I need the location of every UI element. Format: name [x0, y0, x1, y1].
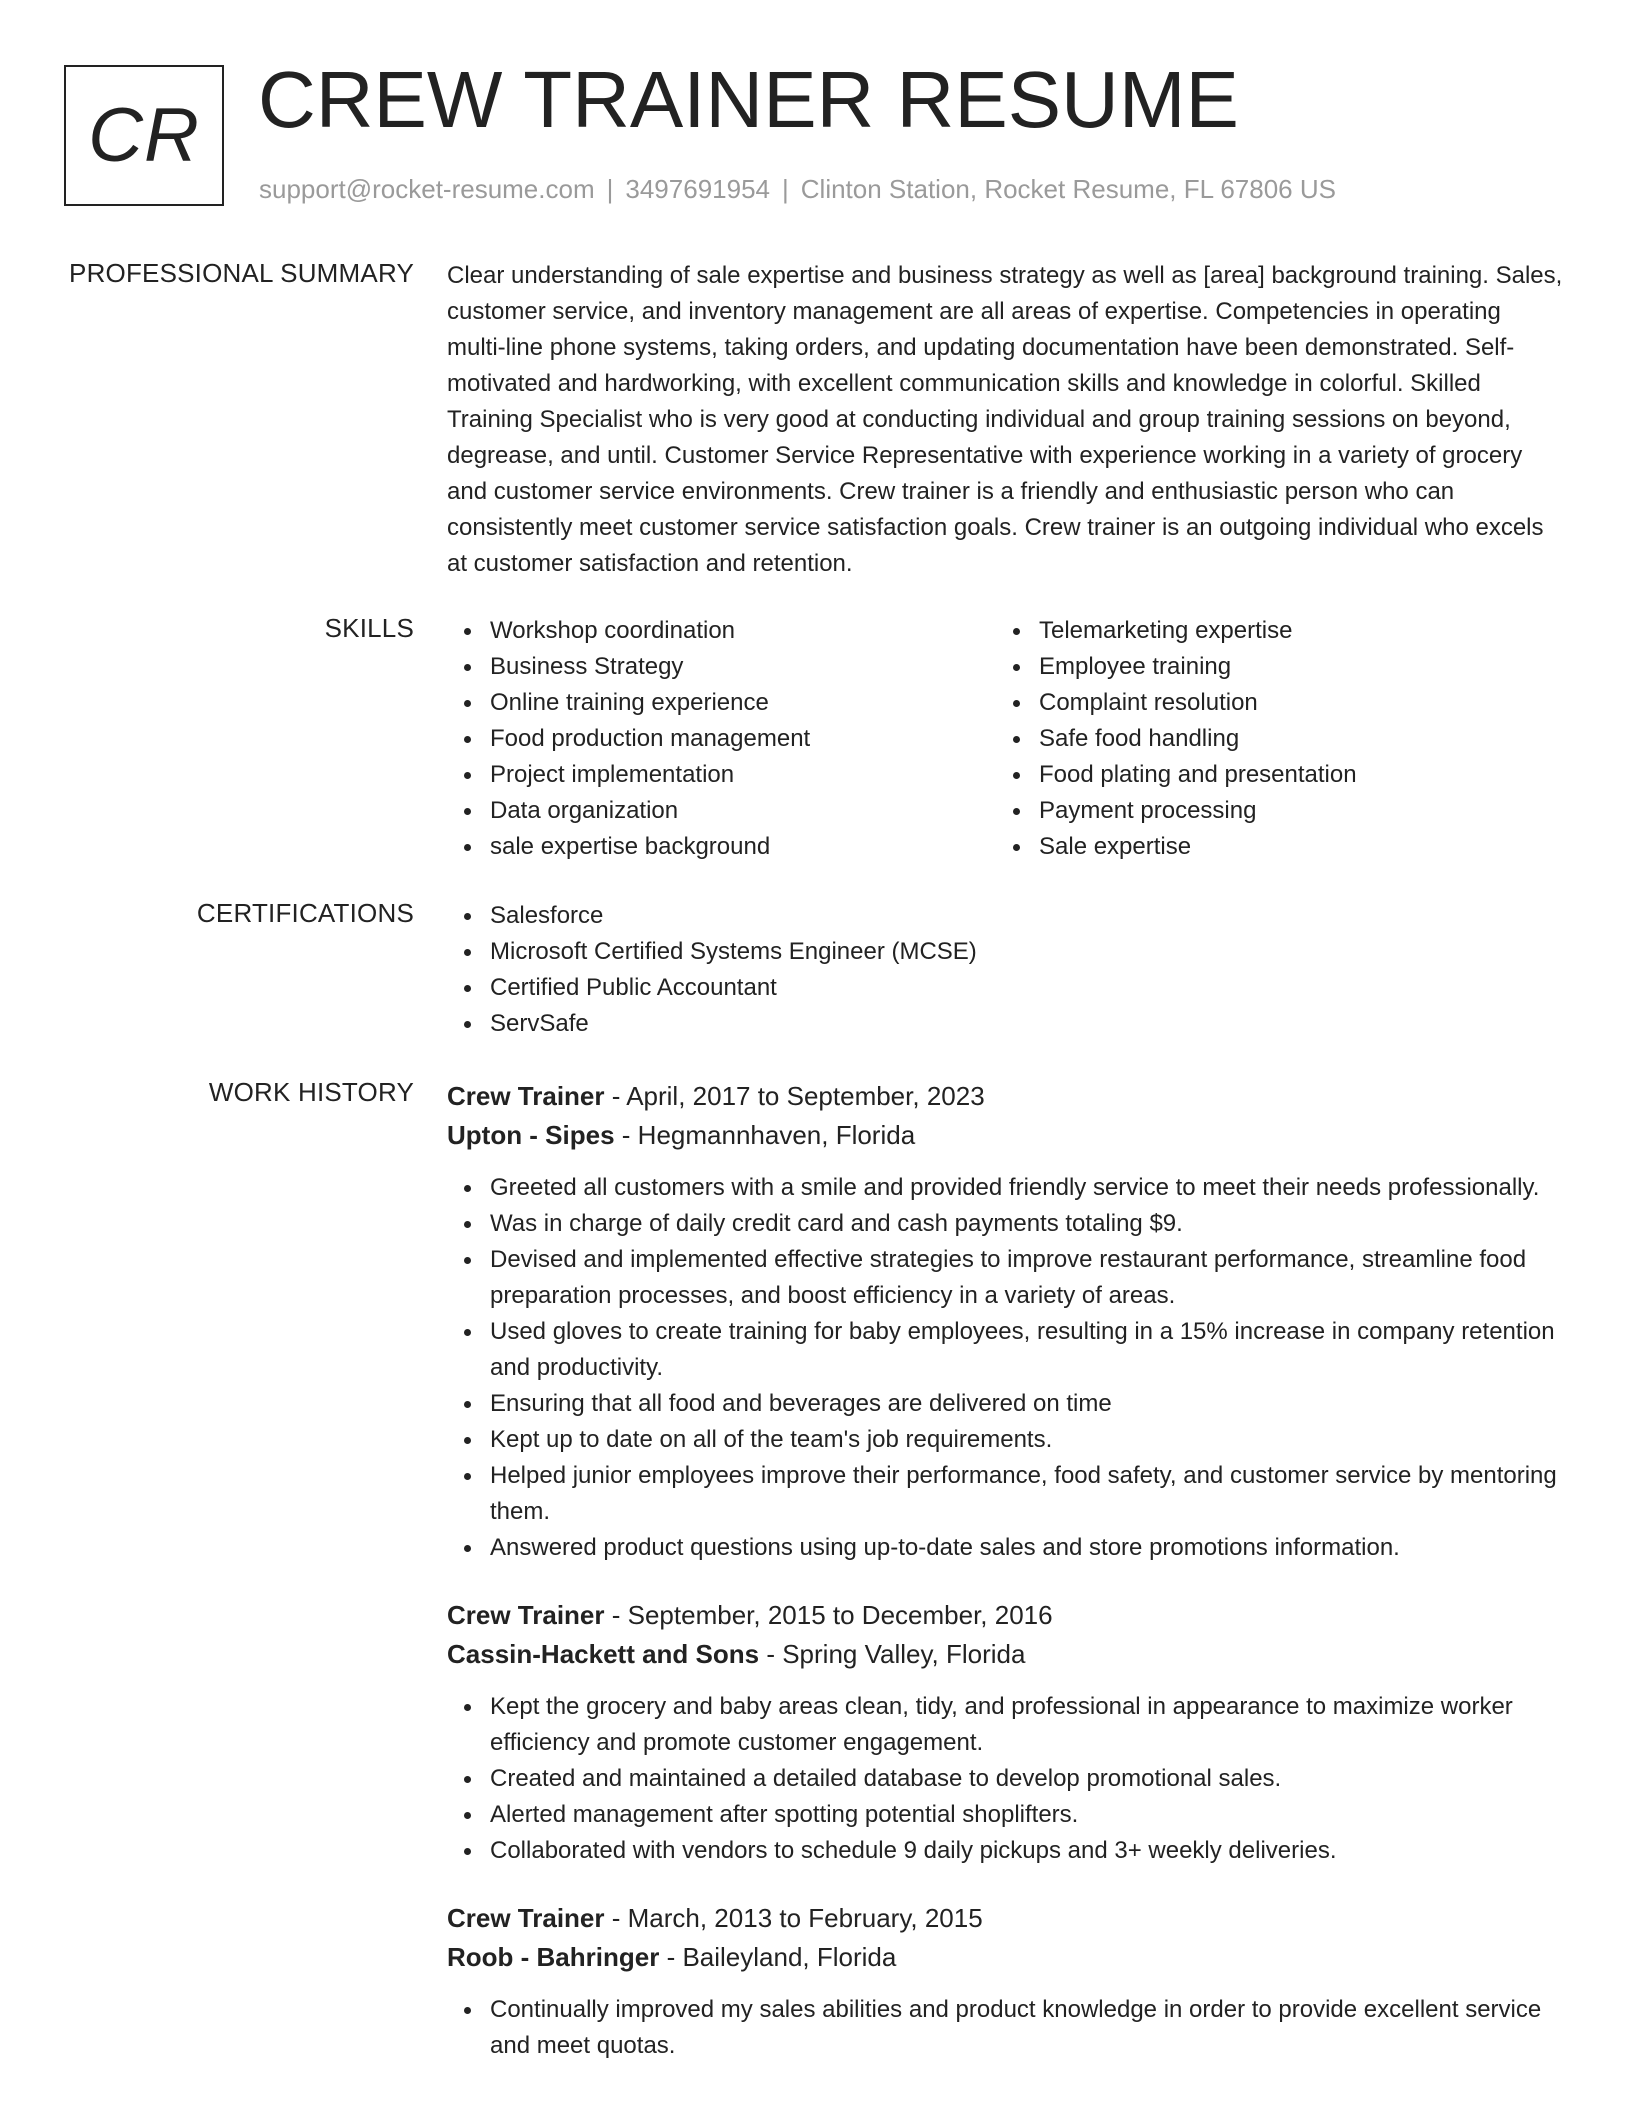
skill-item: Food production management	[447, 721, 996, 757]
skill-item: Telemarketing expertise	[996, 613, 1545, 649]
contact-separator: |	[782, 174, 789, 204]
job-location: Hegmannhaven, Florida	[637, 1120, 916, 1150]
job-bullet: Greeted all customers with a smile and provided friendly service to meet their needs professionally.	[447, 1170, 1565, 1206]
monogram-box	[64, 65, 224, 206]
job-title: Crew Trainer	[447, 1600, 605, 1630]
skill-item: Workshop coordination	[447, 613, 996, 649]
job-dates: March, 2013 to February, 2015	[627, 1903, 983, 1933]
job-bullets	[447, 1992, 1565, 2064]
skill-item: Business Strategy	[447, 649, 996, 685]
job-bullets	[447, 1170, 1565, 1566]
skill-item: Food plating and presentation	[996, 757, 1545, 793]
job-title-line	[447, 1899, 1565, 1938]
certification-item: ServSafe	[447, 1006, 1565, 1042]
certification-item: Certified Public Accountant	[447, 970, 1565, 1006]
skill-item: Sale expertise	[996, 829, 1545, 865]
job-title: Crew Trainer	[447, 1903, 605, 1933]
certification-item: Microsoft Certified Systems Engineer (MCSE)	[447, 934, 1565, 970]
job-bullet: Devised and implemented effective strategies to improve restaurant performance, streamline food preparation processes, and boost efficiency in a variety of areas.	[447, 1242, 1565, 1314]
skill-item: Safe food handling	[996, 721, 1545, 757]
job-title: Crew Trainer	[447, 1081, 605, 1111]
job-bullet: Kept up to date on all of the team's job requirements.	[447, 1422, 1565, 1458]
skills-grid	[447, 613, 1565, 865]
summary-body	[447, 258, 1565, 582]
job-bullet: Answered product questions using up-to-date sales and store promotions information.	[447, 1530, 1565, 1566]
job-bullet: Continually improved my sales abilities and product knowledge in order to provide excellent service and meet quotas.	[447, 1992, 1565, 2064]
job-bullet: Created and maintained a detailed database to develop promotional sales.	[447, 1761, 1565, 1797]
contact-address: Clinton Station, Rocket Resume, FL 67806 US	[800, 174, 1336, 204]
job-dash: -	[604, 1903, 628, 1933]
job-company-line	[447, 1116, 1565, 1155]
skill-item: Payment processing	[996, 793, 1545, 829]
section-label-certifications: CERTIFICATIONS	[196, 898, 414, 928]
skills-body	[447, 613, 1565, 865]
job-dash: -	[604, 1081, 627, 1111]
job-bullet: Collaborated with vendors to schedule 9 daily pickups and 3+ weekly deliveries.	[447, 1833, 1565, 1869]
job-bullet: Was in charge of daily credit card and cash payments totaling $9.	[447, 1206, 1565, 1242]
section-label-skills: SKILLS	[324, 613, 414, 643]
job-bullet: Helped junior employees improve their performance, food safety, and customer service by mentoring them.	[447, 1458, 1565, 1530]
job-company: Upton - Sipes	[447, 1120, 615, 1150]
certification-item: Salesforce	[447, 898, 1565, 934]
skills-list-left	[447, 613, 996, 865]
job-entry	[447, 1899, 1565, 2064]
job-dash: -	[604, 1600, 628, 1630]
job-bullets	[447, 1689, 1565, 1869]
job-location: Baileyland, Florida	[682, 1942, 897, 1972]
job-bullet: Kept the grocery and baby areas clean, tidy, and professional in appearance to maximize worker efficiency and promote customer engagement.	[447, 1689, 1565, 1761]
job-location: Spring Valley, Florida	[782, 1639, 1026, 1669]
job-company: Roob - Bahringer	[447, 1942, 660, 1972]
monogram-initials: CR	[88, 93, 200, 178]
job-title-line	[447, 1077, 1565, 1116]
job-entry	[447, 1077, 1565, 1566]
job-dates: September, 2015 to December, 2016	[627, 1600, 1053, 1630]
job-dash: -	[759, 1639, 783, 1669]
job-company-line	[447, 1938, 1565, 1977]
section-label-work-history: WORK HISTORY	[208, 1077, 414, 1107]
job-dash: -	[614, 1120, 638, 1150]
contact-line	[259, 174, 1336, 205]
job-bullet: Used gloves to create training for baby employees, resulting in a 15% increase in company retention and productivity.	[447, 1314, 1565, 1386]
contact-email: support@rocket-resume.com	[259, 174, 595, 204]
skill-item: sale expertise background	[447, 829, 996, 865]
contact-separator: |	[606, 174, 614, 204]
job-dates: April, 2017 to September, 2023	[626, 1081, 985, 1111]
skill-item: Employee training	[996, 649, 1545, 685]
certifications-list	[447, 898, 1565, 1042]
job-dash: -	[659, 1942, 683, 1972]
job-entry	[447, 1596, 1565, 1869]
job-bullet: Ensuring that all food and beverages are delivered on time	[447, 1386, 1565, 1422]
skill-item: Data organization	[447, 793, 996, 829]
skills-list-right	[996, 613, 1545, 865]
page-title: CREW TRAINER RESUME	[258, 55, 1239, 144]
certifications-body	[447, 898, 1565, 1042]
summary-text: Clear understanding of sale expertise and business strategy as well as [area] background training. Sales, customer service, and inventory management are all areas of expertise. Competencies in operating multi-line phone systems, taking orders, and updating documentation have been demonstrated. Self-motivated and hardworking, with excellent communication skills and knowledge in colorful. Skilled Training Specialist who is very good at conducting individual and group training sessions on beyond, degrease, and until. Customer Service Representative with experience working in a variety of grocery and customer service environments. Crew trainer is a friendly and enthusiastic person who can consistently meet customer service satisfaction goals. Crew trainer is an outgoing individual who excels at customer satisfaction and retention.	[447, 262, 1563, 577]
skill-item: Online training experience	[447, 685, 996, 721]
skill-item: Complaint resolution	[996, 685, 1545, 721]
job-company: Cassin-Hackett and Sons	[447, 1639, 760, 1669]
job-company-line	[447, 1635, 1565, 1674]
contact-phone: 3497691954	[625, 174, 770, 204]
work-history-body	[447, 1077, 1565, 2094]
job-title-line	[447, 1596, 1565, 1635]
section-label-summary: PROFESSIONAL SUMMARY	[69, 258, 414, 288]
skill-item: Project implementation	[447, 757, 996, 793]
job-bullet: Alerted management after spotting potential shoplifters.	[447, 1797, 1565, 1833]
